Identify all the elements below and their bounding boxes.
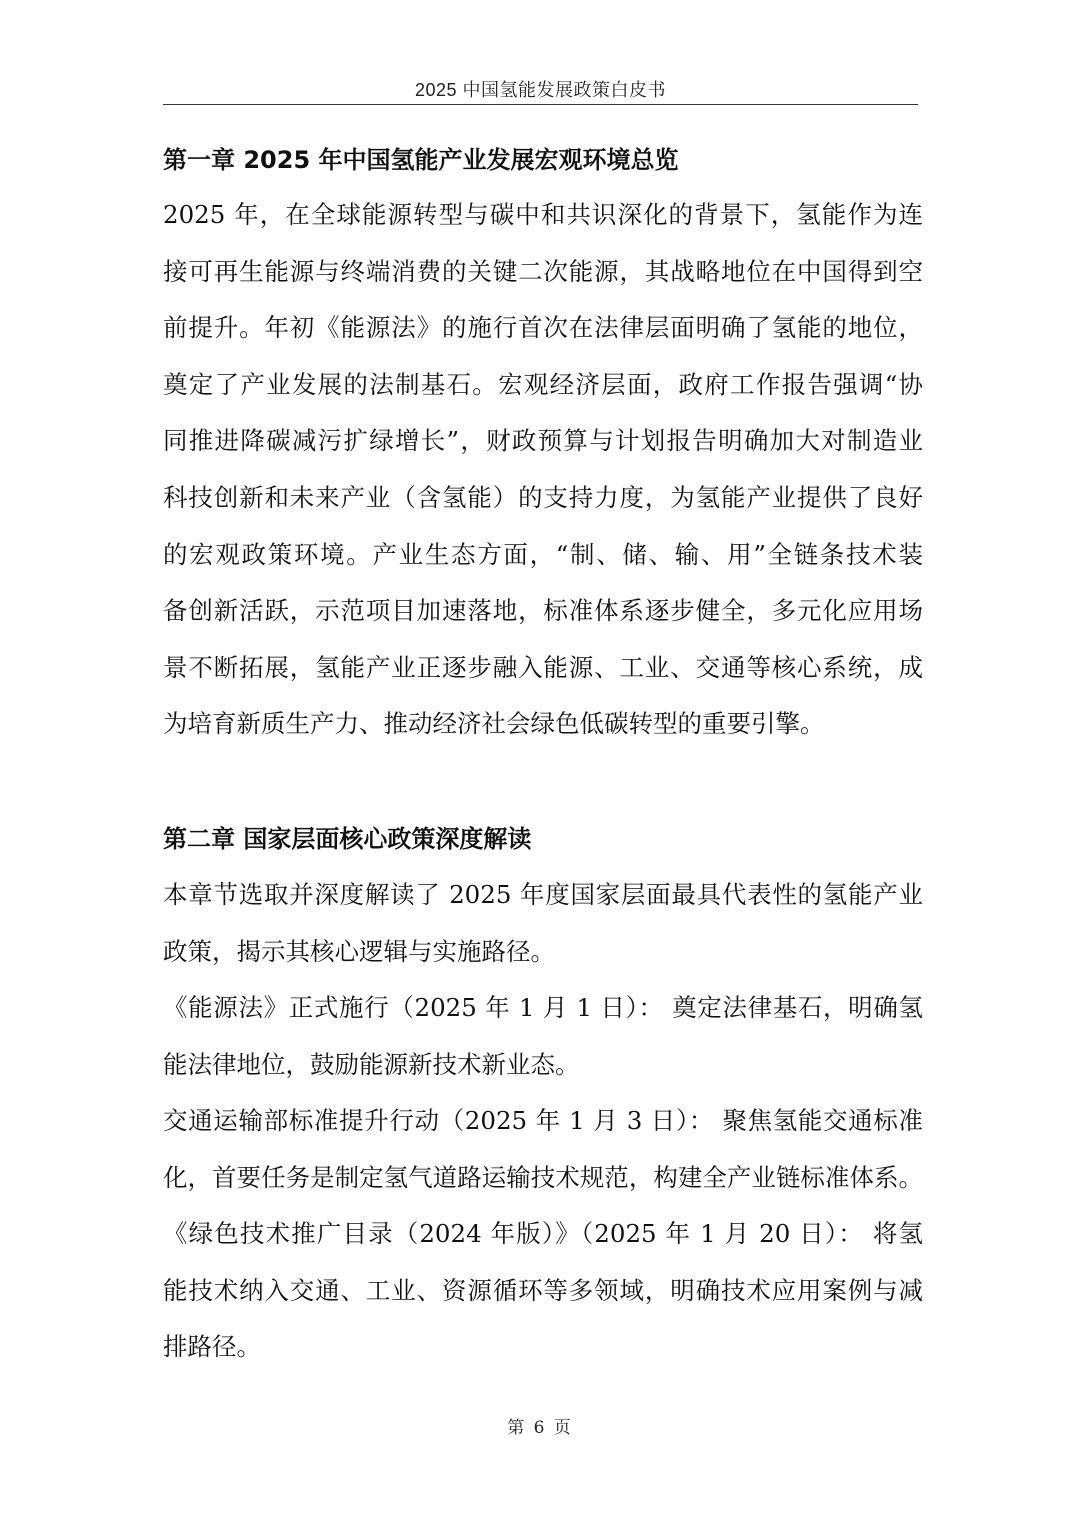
running-header: 2025 中国氢能发展政策白皮书 <box>414 80 667 100</box>
paragraph-line: 政策，揭示其核心逻辑与实施路径。 <box>163 936 555 966</box>
paragraph-line: 《能源法》正式施行（2025 年 1 月 1 日）： 奠定法律基石，明确氢 <box>163 993 923 1022</box>
paragraph-line: 能技术纳入交通、工业、资源循环等多领域，明确技术应用案例与减 <box>163 1275 923 1305</box>
paragraph-line: 接可再生能源与终端消费的关键二次能源，其战略地位在中国得到空 <box>163 256 923 286</box>
policy-item-energy-law <box>163 980 923 1093</box>
paragraph-line: 2025 年，在全球能源转型与碳中和共识深化的背景下，氢能作为连 <box>163 200 923 229</box>
paragraph-line: 前提升。年初《能源法》的施行首次在法律层面明确了氢能的地位， <box>163 313 923 343</box>
policy-item-transport-standards <box>163 1093 923 1206</box>
policy-item-green-tech-catalog <box>163 1206 923 1376</box>
paragraph-line: 备创新活跃，示范项目加速落地，标准体系逐步健全，多元化应用场 <box>163 596 923 626</box>
chapter-2-title: 第二章 国家层面核心政策深度解读 <box>163 825 532 853</box>
paragraph-line: 同推进降碳减污扩绿增长”，财政预算与计划报告明确加大对制造业 <box>163 426 923 456</box>
header-divider <box>163 104 918 105</box>
paragraph-line: 的宏观政策环境。产业生态方面，“制、储、输、用”全链条技术装 <box>163 539 923 569</box>
paragraph-line: 排路径。 <box>163 1332 261 1362</box>
paragraph-line: 为培育新质生产力、推动经济社会绿色低碳转型的重要引擎。 <box>163 709 825 739</box>
paragraph-line: 本章节选取并深度解读了 2025 年度国家层面最具代表性的氢能产业 <box>163 880 923 909</box>
paragraph-line: 化，首要任务是制定氢气道路运输技术规范，构建全产业链标准体系。 <box>163 1162 923 1192</box>
chapter-2-intro-paragraph <box>163 867 923 980</box>
paragraph-line: 能法律地位，鼓励能源新技术新业态。 <box>163 1049 580 1079</box>
paragraph-line: 科技创新和未来产业（含氢能）的支持力度，为氢能产业提供了良好 <box>163 482 923 512</box>
paragraph-line: 交通运输部标准提升行动（2025 年 1 月 3 日）： 聚焦氢能交通标准 <box>163 1106 923 1135</box>
page-number: 第 6 页 <box>507 1418 573 1438</box>
paragraph-line: 奠定了产业发展的法制基石。宏观经济层面，政府工作报告强调“协 <box>163 369 923 399</box>
chapter-1-body-paragraph <box>163 187 923 753</box>
paragraph-line: 景不断拓展，氢能产业正逐步融入能源、工业、交通等核心系统，成 <box>163 652 923 682</box>
paragraph-line: 《绿色技术推广目录（2024 年版）》（2025 年 1 月 20 日）： 将氢 <box>163 1219 923 1248</box>
chapter-1-title: 第一章 2025 年中国氢能产业发展宏观环境总览 <box>163 146 679 174</box>
